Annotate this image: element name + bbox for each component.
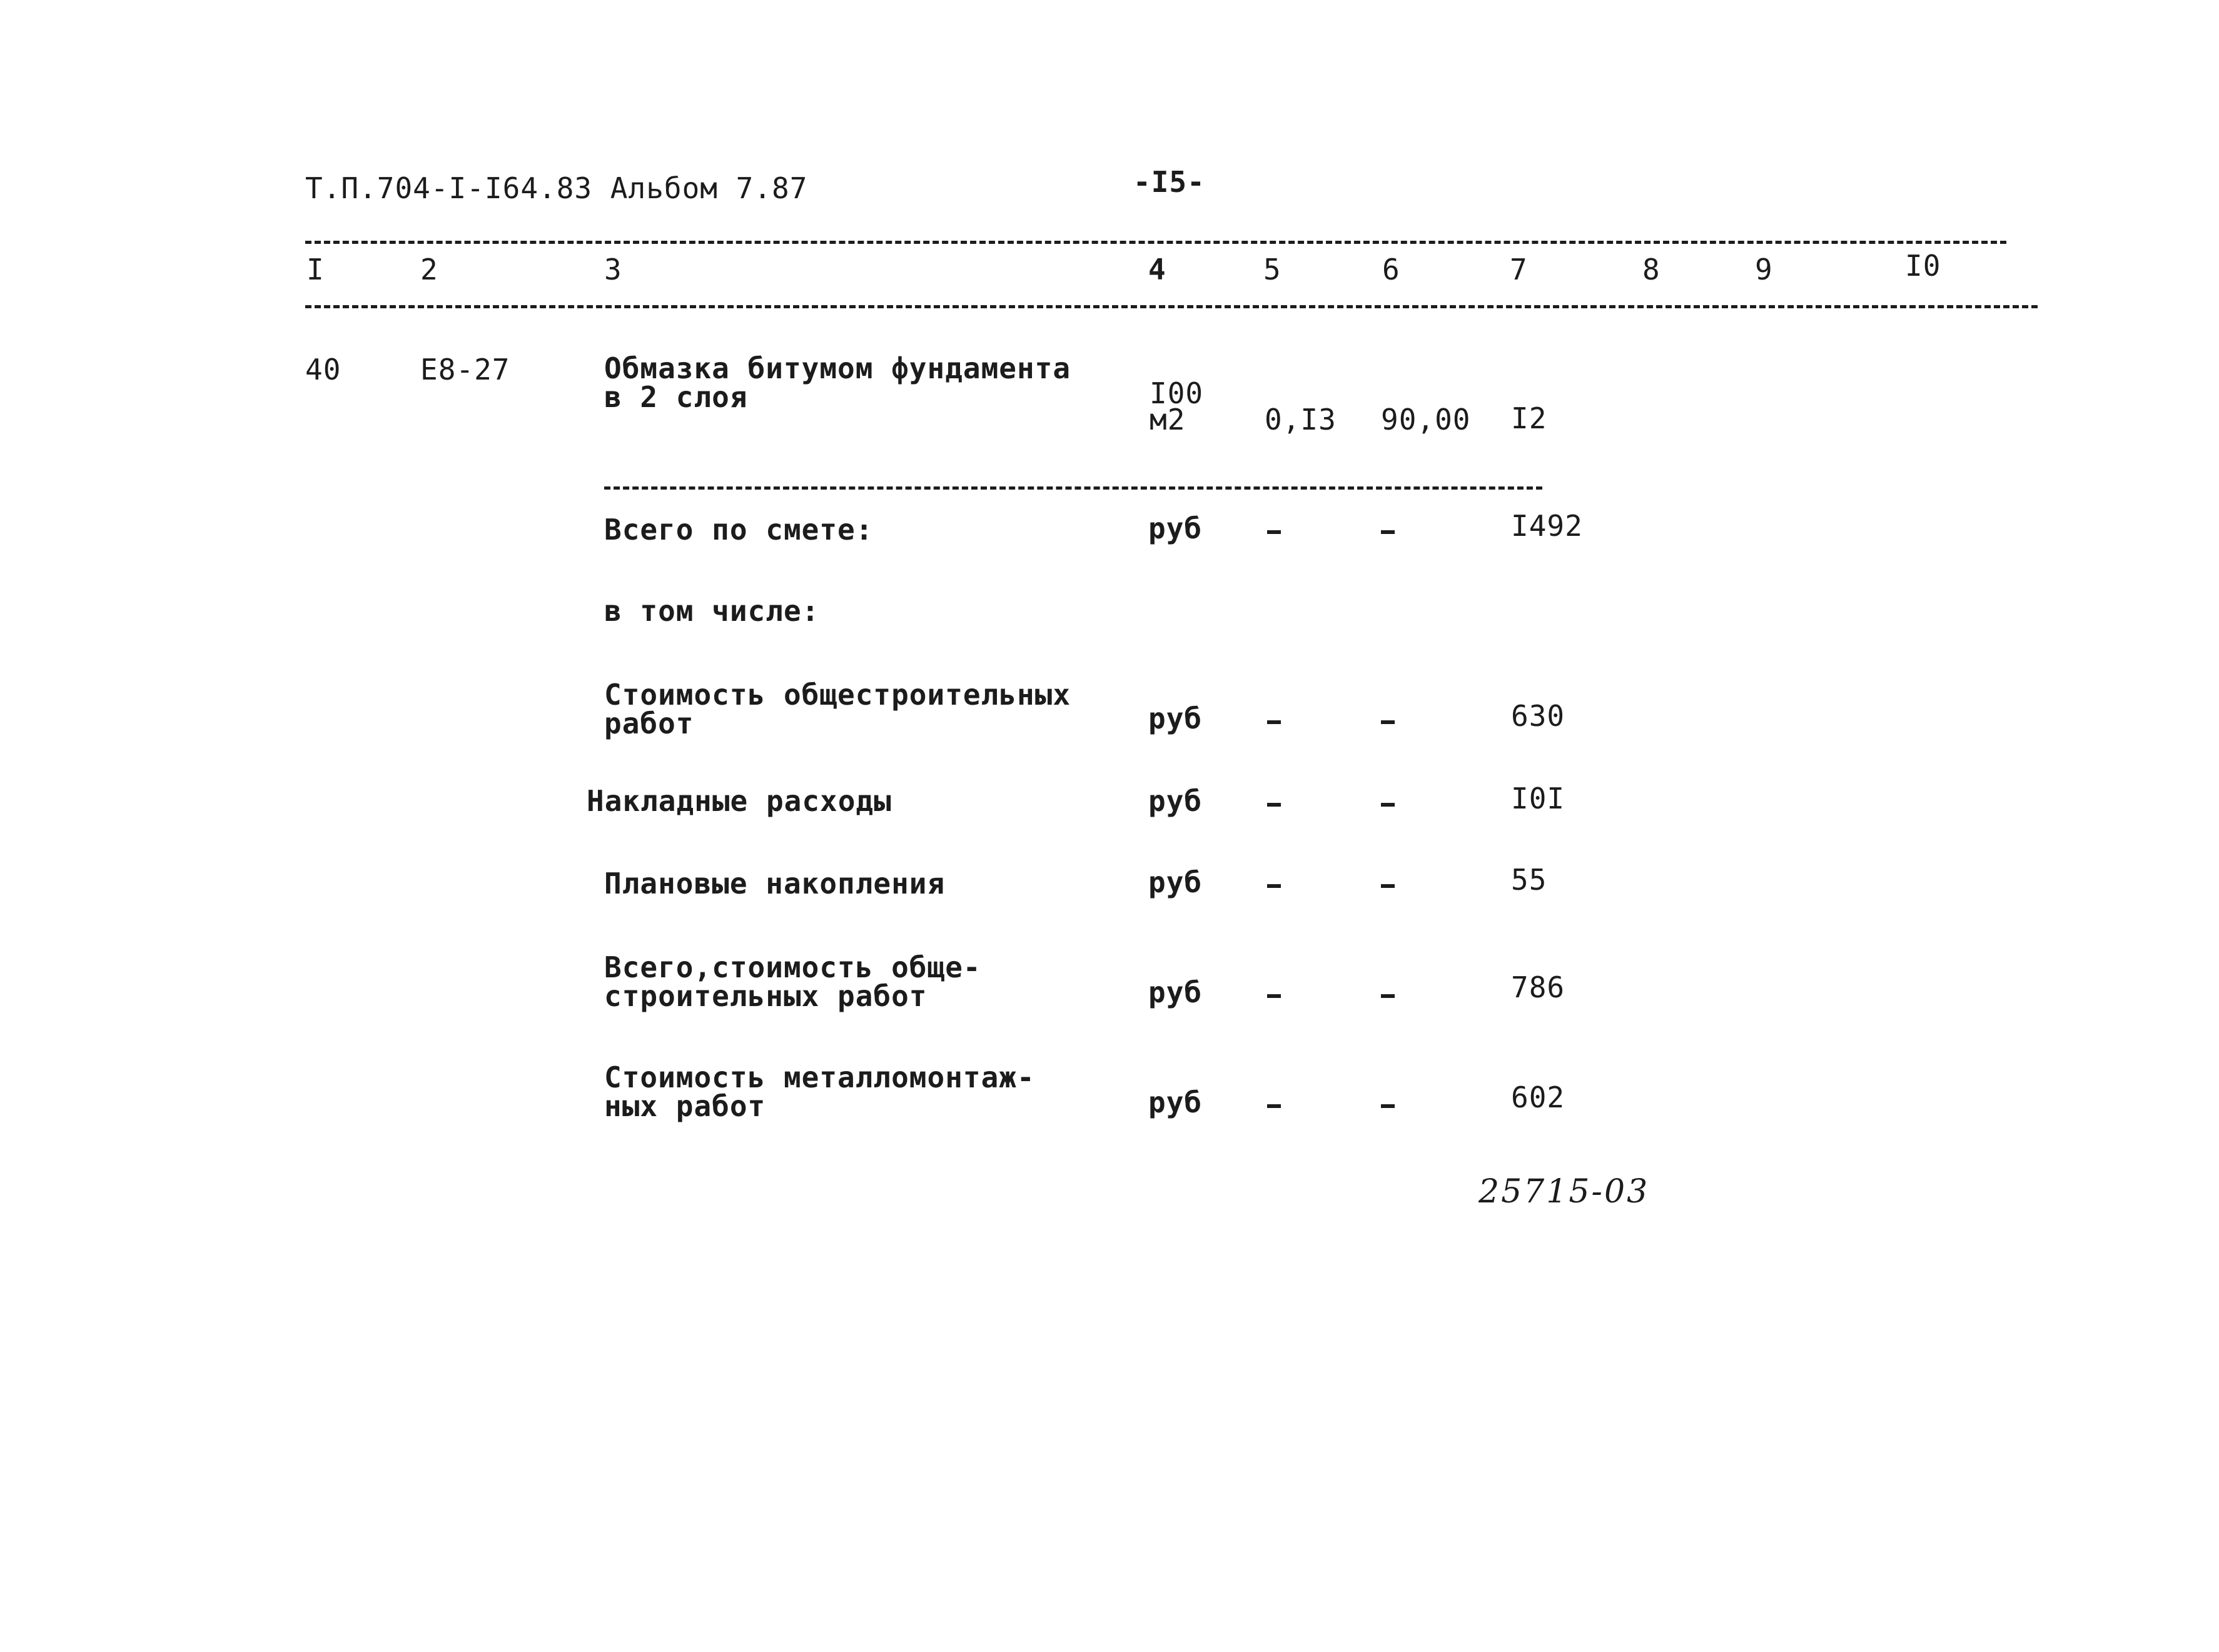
summary-row-1-value: 630 — [1511, 699, 1565, 733]
column-header-8: 8 — [1642, 253, 1660, 286]
item-code: Е8-27 — [420, 353, 510, 386]
column-header-6: 6 — [1382, 253, 1400, 286]
summary-row-5-line-1: Стоимость металломонтаж- — [604, 1060, 1035, 1094]
column-header-3: 3 — [604, 253, 622, 286]
summary-row — [604, 1060, 1035, 1123]
summary-row-4-col6-dash — [1381, 994, 1395, 998]
summary-row-2-label: Накладные расходы — [587, 784, 892, 818]
summary-row-4-unit: руб — [1148, 975, 1203, 1009]
summary-row-5-unit: руб — [1148, 1085, 1203, 1119]
item-description-line-2: в 2 слоя — [604, 380, 748, 414]
handwritten-number: 25715-03 — [1478, 1173, 1650, 1211]
summary-row-3-label: Плановые накопления — [604, 867, 946, 900]
summary-row-1-col6-dash — [1381, 720, 1395, 724]
summary-row-1-unit: руб — [1148, 702, 1203, 735]
column-header-2: 2 — [420, 253, 438, 286]
document-reference: Т.П.704-I-I64.83 Альбом 7.87 — [305, 171, 808, 205]
summary-row-1-line-1: Стоимость общестроительных — [604, 678, 1071, 712]
item-quantity: 0,I3 — [1265, 403, 1337, 436]
summary-row-5-line-2: ных работ — [604, 1089, 766, 1123]
page-number: -I5- — [1133, 165, 1205, 199]
including-label: в том числе: — [604, 594, 820, 628]
summary-row-2-col5-dash — [1267, 803, 1281, 807]
summary-row-4-line-1: Всего,стоимость обще- — [604, 950, 981, 984]
total-col6-dash — [1381, 530, 1395, 534]
summary-row-3-col5-dash — [1267, 884, 1281, 888]
summary-row-5-value: 602 — [1511, 1080, 1565, 1114]
column-header-5: 5 — [1263, 253, 1281, 286]
item-description-line-1: Обмазка битумом фундамента — [604, 351, 1071, 385]
summary-row-4-col5-dash — [1267, 994, 1281, 998]
summary-rule — [604, 486, 1542, 490]
total-label: Всего по смете: — [604, 513, 874, 546]
column-header-1: I — [306, 253, 325, 286]
item-description — [604, 351, 1071, 414]
summary-row-2-unit: руб — [1148, 784, 1203, 818]
summary-row-2-value: I0I — [1511, 782, 1565, 815]
summary-row-1-col5-dash — [1267, 720, 1281, 724]
summary-row-4-value: 786 — [1511, 970, 1565, 1004]
summary-row-5-col6-dash — [1381, 1104, 1395, 1108]
header-bottom-rule — [305, 305, 2038, 308]
total-col5-dash — [1267, 530, 1281, 534]
item-total: I2 — [1511, 401, 1547, 435]
column-header-10: I0 — [1905, 249, 1941, 283]
summary-row-4-line-2: строительных работ — [604, 979, 928, 1013]
item-number: 40 — [305, 353, 341, 386]
summary-row-2-col6-dash — [1381, 803, 1395, 807]
summary-row — [604, 950, 981, 1013]
item-unit — [1150, 376, 1204, 436]
column-header-4: 4 — [1148, 253, 1166, 286]
summary-row-5-col5-dash — [1267, 1104, 1281, 1108]
item-unit-line-2: м2 — [1150, 403, 1186, 436]
summary-row — [604, 680, 1071, 738]
summary-row-1-line-2: работ — [604, 707, 694, 740]
total-unit: руб — [1148, 511, 1203, 545]
summary-row-3-col6-dash — [1381, 884, 1395, 888]
column-header-9: 9 — [1755, 253, 1773, 286]
item-unit-price: 90,00 — [1381, 403, 1471, 436]
total-value: I492 — [1511, 509, 1583, 543]
summary-row-3-value: 55 — [1511, 863, 1547, 897]
summary-row-3-unit: руб — [1148, 865, 1203, 899]
column-header-7: 7 — [1510, 253, 1528, 286]
header-top-rule — [305, 241, 2006, 244]
item-unit-line-1: I00 — [1150, 376, 1204, 410]
